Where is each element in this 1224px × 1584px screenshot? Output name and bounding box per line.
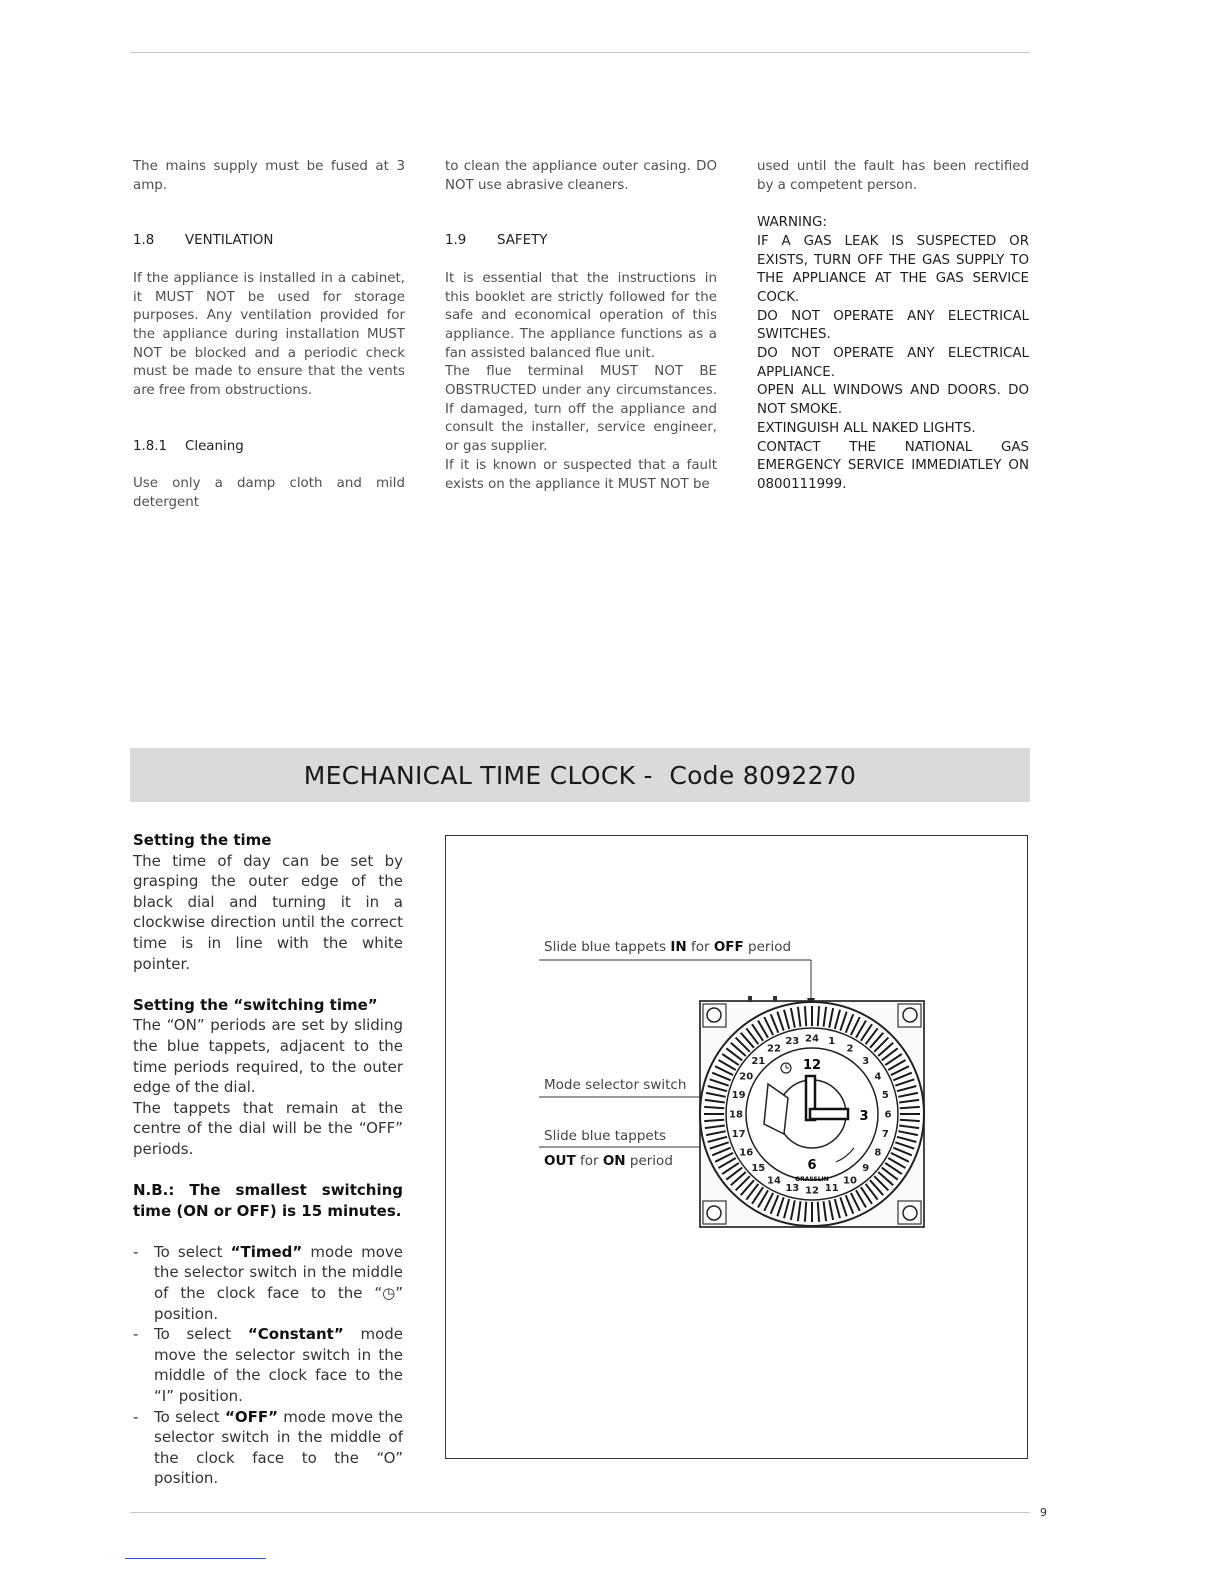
ventilation-number: 1.8 [133,233,155,249]
footer-link-underline [125,1558,266,1559]
cleaning-heading [133,438,405,457]
tappet [704,1107,724,1108]
label-on-line2: OUT for ON period [544,1153,673,1169]
hour-ring-number: 4 [874,1071,882,1083]
hour-ring-number: 8 [874,1147,882,1159]
brand-logo: GRASSLIN [795,1176,829,1183]
warning-title: WARNING: [757,215,827,231]
ventilation-title: VENTILATION [185,233,274,249]
section-banner [130,748,1030,802]
page-number: 9 [1040,1506,1047,1519]
fault-continued-text: used until the fault has been rectified by a competent person. [757,159,1029,193]
label-off-period: Slide blue tappets IN for OFF period [544,939,792,955]
bullet-off: - To select “OFF” mode move the selector switch in the middle of the clock face to the “O” position. [133,1407,403,1488]
cleaning-continued-text: to clean the appliance outer casing. DO NOT use abrasive cleaners. [445,159,717,193]
fault-text: If it is known or suspected that a fault exists on the appliance it MUST NOT be [445,457,717,492]
clock-instructions [133,830,403,1489]
setting-time-heading: Setting the time [133,831,272,849]
hour-ring-number: 23 [785,1036,800,1048]
clock-number-6: 6 [807,1158,817,1173]
hour-ring-number: 2 [846,1043,854,1055]
hour-ring-number: 7 [881,1129,889,1141]
ventilation-heading [133,232,405,251]
warning-appliance: DO NOT OPERATE ANY ELECTRICAL APPLIANCE. [757,346,1029,380]
tappet [900,1107,920,1108]
hour-ring-number: 6 [884,1109,892,1121]
switching-time-heading: Setting the “switching time” [133,995,378,1014]
hour-ring-number: 16 [739,1147,754,1159]
safety-title: SAFETY [497,233,548,249]
hour-ring-number: 1 [828,1036,836,1048]
hour-ring-number: 13 [785,1182,800,1194]
hour-ring-number: 19 [731,1089,746,1101]
column-1 [133,158,405,513]
hour-ring-number: 18 [729,1109,743,1121]
clock-number-12: 12 [802,1058,822,1073]
warning-windows: OPEN ALL WINDOWS AND DOORS. DO NOT SMOKE. [757,383,1029,418]
hour-ring-number: 11 [824,1182,839,1194]
column-3 [757,158,1029,495]
hour-ring-number: 24 [805,1033,819,1045]
safety-number: 1.9 [445,233,467,249]
safety-text: It is essential that the instructions in this booklet are strictly followed for the safe and economical operation of this appliance. The appliance functions as a fan assisted balanced flue unit. [445,270,717,361]
hour-ring-number: 15 [751,1163,766,1175]
cleaning-text: Use only a damp cloth and mild detergent [133,476,405,510]
hour-ring-number: 3 [862,1055,870,1067]
safety-heading [445,232,717,251]
warning-contact: CONTACT THE NATIONAL GAS EMERGENCY SERVICE IMMEDIATLEY ON 0800111999. [757,439,1029,492]
hour-ring-number: 5 [881,1089,889,1101]
cleaning-number: 1.8.1 [133,438,168,454]
clock-drawing [446,836,1029,1460]
minute-hand [810,1109,848,1119]
flue-text: The flue terminal MUST NOT BE OBSTRUCTED under any circumstances. If damaged, turn off the appliance and consult the installer, service engineer, or gas supplier. [445,364,717,455]
warning-switches: DO NOT OPERATE ANY ELECTRICAL SWITCHES. [757,308,1029,343]
column-2 [445,158,717,494]
hour-ring-number: 22 [767,1043,781,1055]
cleaning-title: Cleaning [185,438,244,454]
clock-figure [445,835,1028,1459]
banner-title: MECHANICAL TIME CLOCK - Code 8092270 [303,760,857,790]
setting-time-text: The time of day can be set by grasping the outer edge of the black dial and turning it in a clockwise direction until the correct time is in line with the white pointer. [133,851,403,973]
mounting-hole-icon [903,1206,917,1220]
hour-ring-number: 20 [739,1071,754,1083]
clock-number-3: 3 [859,1109,869,1124]
hour-ring-number: 9 [862,1163,870,1175]
off-periods-text: The tappets that remain at the centre of the dial will be the “OFF” periods. [133,1098,403,1158]
tappet [818,1202,819,1222]
tappet [900,1120,920,1121]
nb-note: N.B.: The smallest switching time (ON or OFF) is 15 minutes. [133,1181,403,1220]
mounting-hole-icon [707,1206,721,1220]
label-mode-selector: Mode selector switch [544,1077,687,1093]
label-on-line1: Slide blue tappets [544,1128,667,1144]
header-rule [130,52,1030,53]
mounting-hole-icon [903,1008,917,1022]
footer-rule [130,1512,1030,1513]
hour-ring-number: 14 [767,1175,781,1187]
bullet-constant: - To select “Constant” mode move the selector switch in the middle of the clock face to the “I” position. [133,1325,403,1406]
hour-ring-number: 12 [805,1185,819,1197]
hour-ring-number: 10 [843,1175,857,1187]
warning-gas-leak: IF A GAS LEAK IS SUSPECTED OR EXISTS, TURN OFF THE GAS SUPPLY TO THE APPLIANCE AT THE GAS SERVICE COCK. [757,233,1029,305]
tappet [818,1006,819,1026]
mains-fuse-text: The mains supply must be fused at 3 amp. [133,159,405,193]
hour-ring-number: 17 [731,1129,746,1141]
bullet-timed: - To select “Timed” mode move the selector switch in the middle of the clock face to the “◷” position. [133,1242,403,1323]
warning-lights: EXTINGUISH ALL NAKED LIGHTS. [757,420,976,436]
tappet [805,1006,806,1026]
hour-ring-number: 21 [751,1055,766,1067]
tappet [805,1202,806,1222]
mounting-hole-icon [707,1008,721,1022]
tappet [704,1120,724,1121]
ventilation-text: If the appliance is installed in a cabinet, it MUST NOT be used for storage purposes. Any ventilation provided for the appliance during installation MUST NOT be blocked and a periodic check must be made to ensure that the vents are free from obstructions. [133,270,405,399]
switching-time-text: The “ON” periods are set by sliding the blue tappets, adjacent to the time periods required, to the outer edge of the dial. [133,1016,403,1097]
